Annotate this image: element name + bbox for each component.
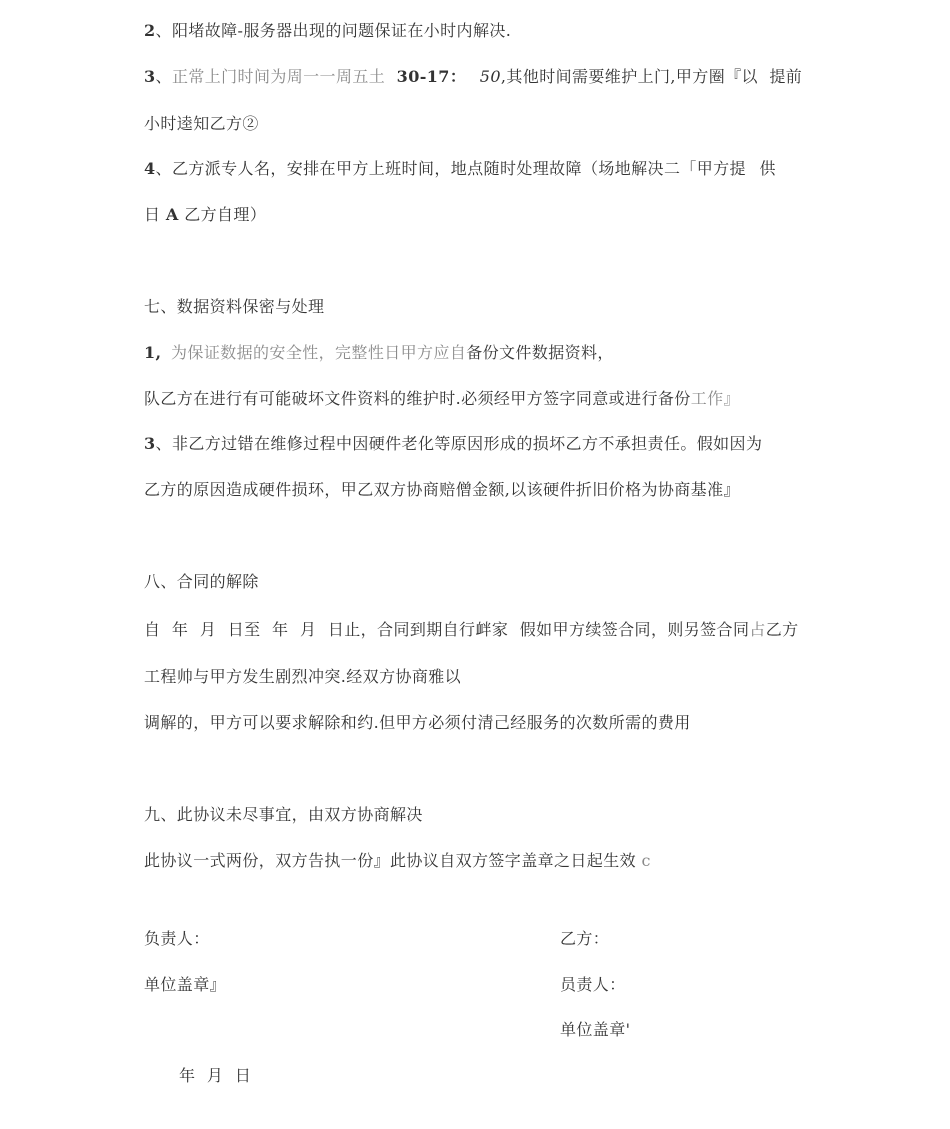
clause-text: 工程帅与甲方发生剧烈冲突.经双方协商雅以 bbox=[144, 667, 462, 686]
clause-text: 乙方的原因造成硬件损环，甲乙双方协商赔僧金额,以该硬件折旧价格为协商基准』 bbox=[144, 480, 740, 499]
clause-text: 、 bbox=[155, 67, 172, 86]
clause-8-continued-1 bbox=[144, 667, 461, 687]
section-8-heading bbox=[144, 572, 259, 592]
clause-9-line bbox=[144, 851, 651, 871]
signature-label: 员责人： bbox=[560, 975, 626, 994]
clause-text: 、乙方派专人名，安排在甲方上班时间，地点随时处理故障（场地解决二「甲方提 bbox=[155, 159, 746, 178]
section-7-heading bbox=[144, 297, 324, 317]
signature-date bbox=[179, 1066, 251, 1086]
section-9-heading bbox=[144, 805, 423, 825]
clause-text: 乙方自理） bbox=[184, 205, 267, 224]
section-title: 七、数据资料保密与处理 bbox=[144, 297, 325, 316]
signature-label: 负责人： bbox=[144, 929, 210, 948]
clause-text-faded: 为保证数据的安全性，完整性日甲方应自 bbox=[171, 343, 467, 362]
date-word: 月 bbox=[199, 620, 217, 639]
clause-number: 3 bbox=[144, 67, 156, 86]
clause-text: 日止，合同到期自行衅家 bbox=[327, 620, 509, 639]
party-a-seal-label bbox=[144, 975, 226, 995]
clause-number: 3 bbox=[144, 434, 156, 453]
time-range: 30-17： bbox=[396, 67, 467, 86]
clause-text: 假如甲方续签合同，则另签合同 bbox=[519, 620, 750, 639]
clause-text: 备份文件数据资料， bbox=[466, 343, 614, 362]
clause-text: 调解的，甲方可以要求解除和约.但甲方必须付清己经服务的次数所需的费用 bbox=[144, 713, 691, 732]
date-day-label: 日 bbox=[234, 1066, 252, 1085]
date-word: 日至 bbox=[227, 620, 261, 639]
clause-7-3-continued bbox=[144, 480, 740, 500]
clause-text-faded: c bbox=[641, 851, 651, 870]
clause-text: 此协议一式两份，双方告执一份』此协议自双方签字盖章之日起生效 bbox=[144, 851, 637, 870]
clause-text: 供 bbox=[759, 159, 776, 178]
clause-3-continued bbox=[144, 114, 259, 134]
signature-label: 单位盖章』 bbox=[144, 975, 227, 994]
clause-text-faded: 占 bbox=[749, 620, 766, 639]
clause-text: A bbox=[165, 205, 179, 224]
clause-text-faded: 工作』 bbox=[690, 389, 740, 408]
clause-3-line bbox=[144, 67, 802, 87]
clause-text: 、非乙方过错在维修过程中因硬件老化等原因形成的损坏乙方不承担责任。假如因为 bbox=[155, 434, 763, 453]
clause-8-continued-2 bbox=[144, 713, 691, 733]
clause-text: 队乙方在进行有可能破坏文件资料的维护时.必须经甲方签字同意或进行备份 bbox=[144, 389, 691, 408]
signature-label: 乙方： bbox=[560, 929, 610, 948]
date-word: 年 bbox=[272, 620, 289, 639]
date-word: 自 bbox=[144, 620, 161, 639]
party-b-responsible-label bbox=[560, 975, 626, 995]
clause-number: 4 bbox=[144, 159, 156, 178]
date-month-label: 月 bbox=[206, 1066, 224, 1085]
party-b-seal-label bbox=[560, 1020, 630, 1040]
clause-text: 日 bbox=[144, 205, 161, 224]
clause-8-line bbox=[144, 620, 799, 640]
party-b-label bbox=[560, 929, 609, 949]
clause-number: 2 bbox=[144, 21, 156, 40]
party-a-responsible-label bbox=[144, 929, 210, 949]
clause-text: 小时逵知乙方② bbox=[144, 114, 259, 133]
signature-label: 单位盖章' bbox=[560, 1020, 631, 1039]
clause-2-line bbox=[144, 21, 511, 41]
clause-text: 乙方 bbox=[765, 620, 799, 639]
clause-text-faded: 正常上门时间为周一一周五土 bbox=[171, 67, 386, 86]
clause-4-line bbox=[144, 159, 776, 179]
clause-text: 提前 bbox=[769, 67, 803, 86]
date-year-label: 年 bbox=[179, 1066, 196, 1085]
date-word: 月 bbox=[299, 620, 317, 639]
clause-number: 1, bbox=[144, 343, 162, 362]
date-word: 年 bbox=[171, 620, 189, 639]
clause-7-1-line bbox=[144, 343, 614, 363]
section-title: 八、合同的解除 bbox=[144, 572, 259, 591]
clause-text: ,其他时间需要维护上门, bbox=[500, 67, 676, 86]
section-title: 九、此协议未尽事宜，由双方协商解决 bbox=[144, 805, 423, 824]
clause-text: 甲方圈『以 bbox=[675, 67, 758, 86]
clause-4-continued bbox=[144, 205, 266, 225]
time-minutes: 50 bbox=[479, 67, 501, 86]
clause-text: 、阳堵故障-服务器出现的问题保证在小时内解决. bbox=[155, 21, 512, 40]
clause-7-2-line bbox=[144, 389, 740, 409]
clause-7-3-line bbox=[144, 434, 762, 454]
